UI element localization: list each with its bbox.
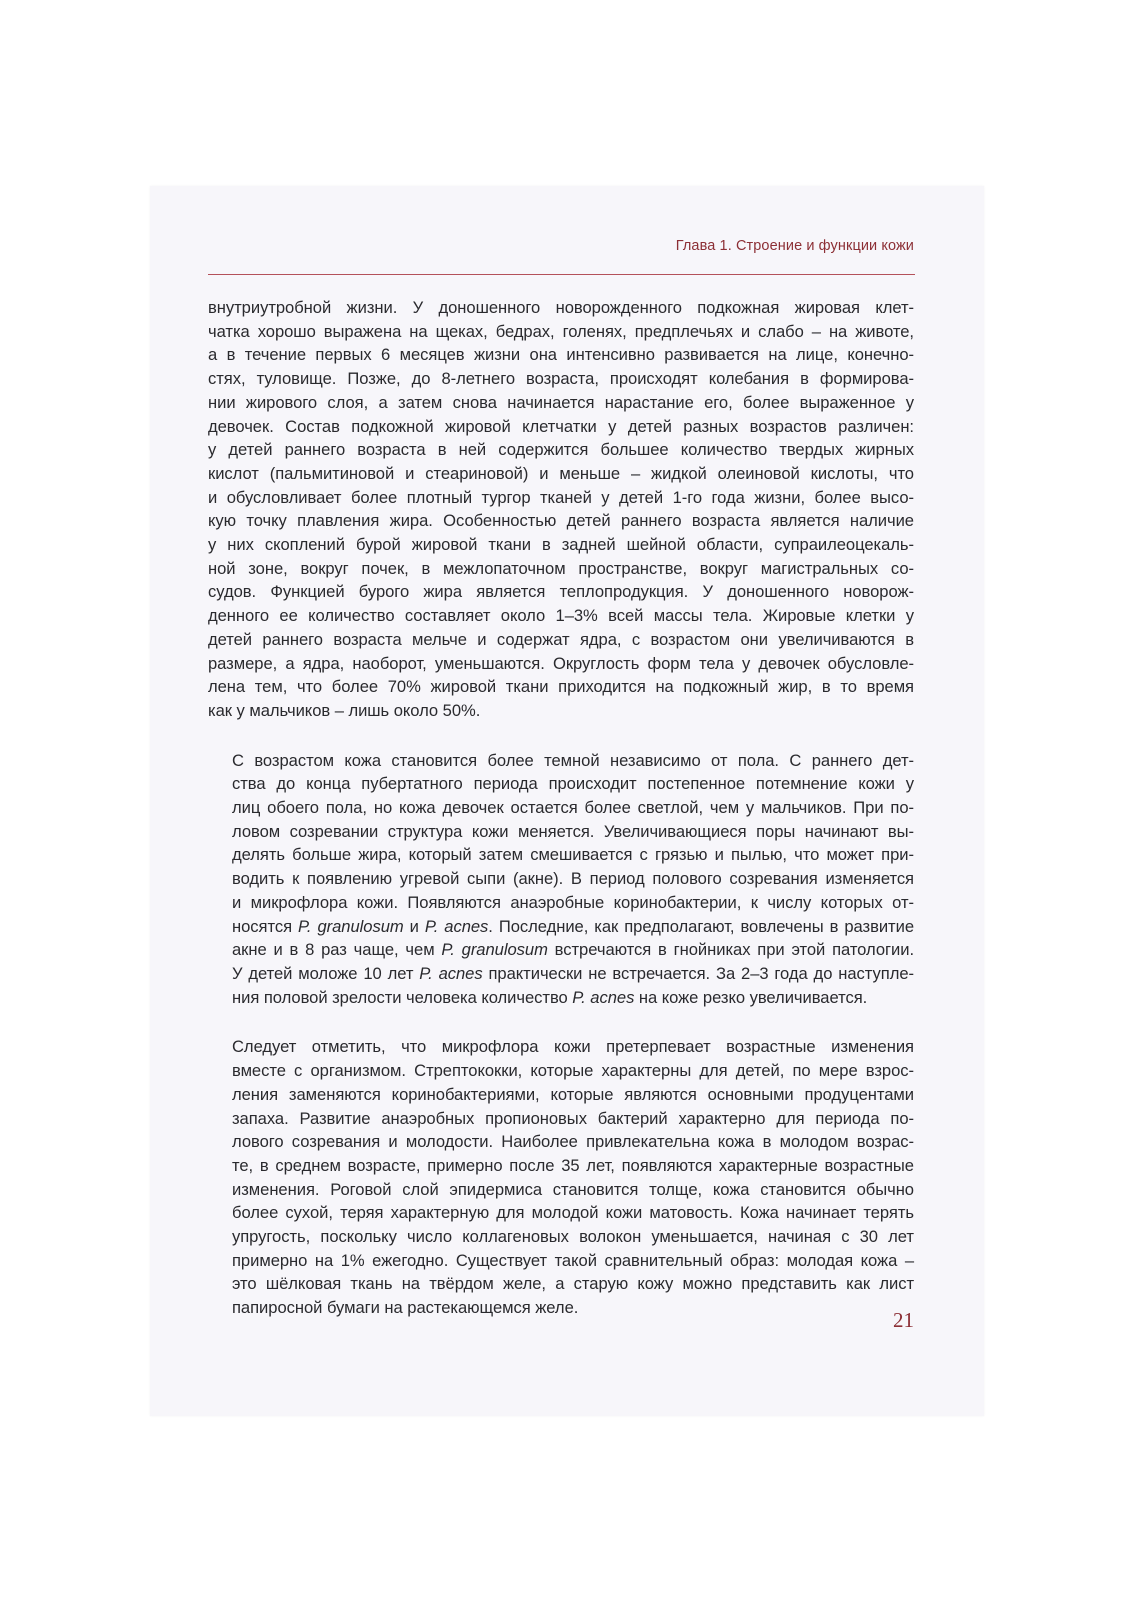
text-line: кислот (пальмитиновой и стеариновой) и меньше – жидкой олеиновой кислоты, что [208,463,914,483]
header-rule [208,274,915,275]
text-line: ной зоне, вокруг почек, в межлопаточном пространстве, вокруг магистральных со- [208,558,914,578]
text-line: ления заменяются коринобактериями, которые являются основными продуцентами [232,1084,914,1104]
text-line: запаха. Развитие анаэробных пропионовых бактерий характерно для периода по- [232,1108,914,1128]
text-line: У детей моложе 10 лет P. acnes практически не встречается. За 2–3 года до наступле- [232,963,914,983]
text-line: а в течение первых 6 месяцев жизни она интенсивно развивается на лице, конечно- [208,345,914,365]
text-line: ловом созревании структура кожи меняется. Увеличивающиеся поры начинают вы- [232,821,914,841]
text-line: у детей раннего возраста в ней содержится большее количество твердых жирных [208,440,914,460]
text-line: носятся P. granulosum и P. acnes. Последние, как предполагают, вовлечены в развитие [232,916,915,936]
text-line: ства до конца пубертатного периода происходит постепенное потемнение кожи у [232,774,914,794]
text-line: внутриутробной жизни. У доношенного новорожденного подкожная жировая клет- [208,298,914,317]
book-page [150,186,984,1416]
text-line: Следует отметить, что микрофлора кожи претерпевает возрастные изменения [232,1037,914,1057]
text-line: вместе с организмом. Стрептококки, которые характерны для детей, по мере взрос- [232,1061,914,1081]
text-line: и обусловливает более плотный тургор тканей у детей 1-го года жизни, более высо- [208,487,914,507]
text-line: примерно на 1% ежегодно. Существует такой сравнительный образ: молодая кожа – [232,1250,914,1270]
text-line: денного ее количество составляет около 1–3% всей массы тела. Жировые клетки у [208,606,914,626]
text-line: лена тем, что более 70% жировой ткани приходится на подкожный жир, в то время [208,677,914,697]
text-line: чатка хорошо выражена на щеках, бедрах, голенях, предплечьях и слабо – на животе, [208,321,914,341]
page-number: 21 [893,1308,914,1332]
text-line: делять больше жира, который затем смешивается с грязью и пылью, что может при- [232,845,914,865]
text-line: как у мальчиков – лишь около 50%. [208,700,481,720]
text-line: упругость, поскольку число коллагеновых волокон уменьшается, начиная с 30 лет [232,1227,914,1247]
paragraph-1 [208,296,914,723]
text-line: папиросной бумаги на растекающемся желе. [232,1298,579,1318]
text-line: нии жирового слоя, а затем снова начинается нарастание его, более выраженное у [208,392,914,412]
text-line: более сухой, теряя характерную для молодой кожи матовость. Кожа начинает терять [232,1203,914,1223]
body-text [208,296,914,1320]
text-line: лового созревания и молодости. Наиболее привлекательна кожа в молодом возрас- [232,1132,914,1152]
paragraph-2 [208,749,914,1010]
text-line: судов. Функцией бурого жира является теплопродукция. У доношенного новорож- [208,582,914,602]
text-line: у них скоплений бурой жировой ткани в задней шейной области, супраилеоцекаль- [208,535,914,555]
text-line: это шёлковая ткань на твёрдом желе, а старую кожу можно представить как лист [232,1274,914,1294]
text-line: изменения. Роговой слой эпидермиса становится толще, кожа становится обычно [232,1179,914,1199]
paragraph-3 [208,1035,914,1319]
text-line: стях, туловище. Позже, до 8-летнего возраста, происходят колебания в формирова- [208,369,914,389]
text-line: детей раннего возраста мельче и содержат ядра, с возрастом они увеличиваются в [208,629,914,649]
running-head: Глава 1. Строение и функции кожи [675,238,914,254]
text-line: акне и в 8 раз чаще, чем P. granulosum встречаются в гнойниках при этой патологии. [232,940,914,960]
text-line: лиц обоего пола, но кожа девочек остается более светлой, чем у мальчиков. При по- [232,798,914,818]
text-line: и микрофлора кожи. Появляются анаэробные коринобактерии, к числу которых от- [232,892,914,912]
text-line: ния половой зрелости человека количество P. acnes на коже резко увеличивается. [232,987,868,1007]
text-line: водить к появлению угревой сыпи (акне). В период полового созревания изменяется [232,869,914,889]
text-line: те, в среднем возрасте, примерно после 35 лет, появляются характерные возрастные [232,1155,914,1175]
text-line: С возрастом кожа становится более темной независимо от пола. С раннего дет- [232,750,914,770]
text-line: размере, а ядра, наоборот, уменьшаются. Округлость форм тела у девочек обусловле- [208,653,914,673]
text-line: кую точку плавления жира. Особенностью детей раннего возраста является наличие [208,511,914,531]
text-line: девочек. Состав подкожной жировой клетчатки у детей разных возрастов различен: [208,416,914,436]
